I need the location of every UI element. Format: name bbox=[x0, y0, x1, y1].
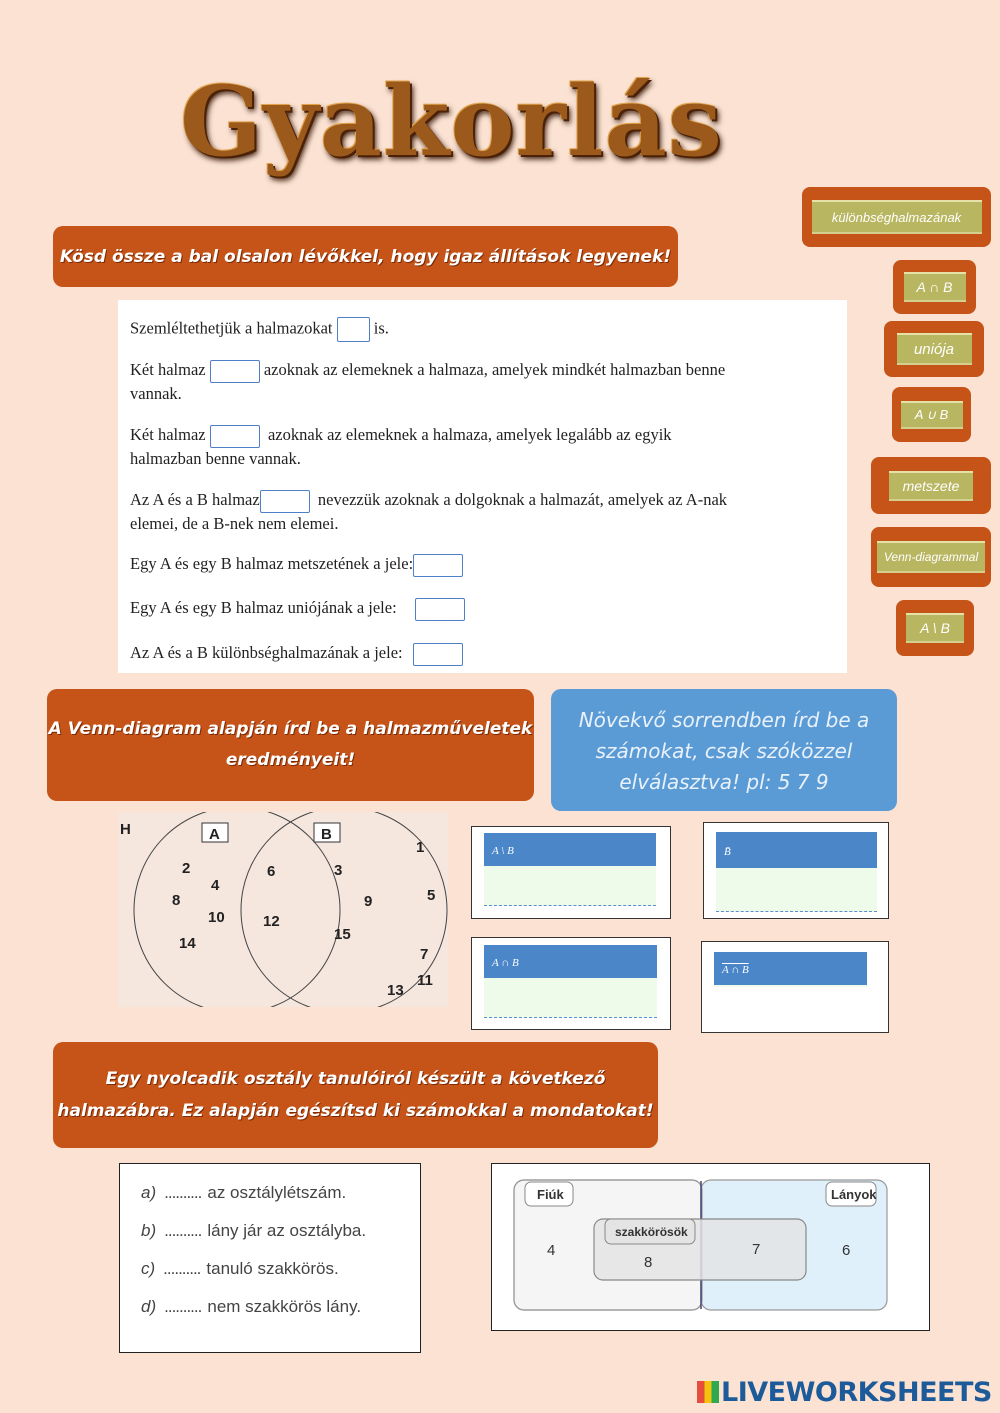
venn-number: 5 bbox=[427, 887, 436, 904]
questions-box bbox=[119, 1163, 421, 1353]
chip-kulonbseghalmazanak[interactable]: különbséghalmazának bbox=[802, 187, 991, 247]
answer-input-a-intersect-b[interactable] bbox=[484, 978, 657, 1018]
venn-number: 7 bbox=[420, 946, 429, 963]
task3-banner: Egy nyolcadik osztály tanulóiról készült a következő halmazábra. Ez alapján egészítsd ki számokkal a mondatokat! bbox=[53, 1042, 658, 1148]
task1-banner bbox=[53, 226, 678, 287]
venn-diagram bbox=[118, 812, 448, 1007]
girls-label: Lányok bbox=[831, 1187, 877, 1202]
drop-slot-4[interactable] bbox=[260, 490, 310, 513]
question-c: c) .......... tanuló szakkörös. bbox=[141, 1259, 339, 1278]
chip-venn-diagrammal[interactable]: Venn-diagrammal bbox=[871, 527, 991, 587]
sentence-4: Az A és a B halmaz nevezzük azoknak a dolgoknak a halmazát, amelyek az A-nak elemei, de a B-nek nem elemei. bbox=[130, 490, 728, 533]
drop-slot-5[interactable] bbox=[413, 554, 463, 577]
sentence-2: Két halmaz azoknak az elemeknek a halmaza, amelyek mindkét halmazban benne vannak. bbox=[130, 360, 726, 403]
drop-slot-3[interactable] bbox=[210, 425, 260, 448]
venn-number: 1 bbox=[416, 839, 425, 856]
question-a: a) .......... az osztálylétszám. bbox=[141, 1183, 347, 1202]
venn-number: 14 bbox=[179, 935, 196, 952]
venn-number: 13 bbox=[387, 982, 404, 999]
drop-slot-1[interactable] bbox=[337, 317, 370, 342]
question-b: b) .......... lány jár az osztályba. bbox=[141, 1221, 367, 1240]
drop-slot-6[interactable] bbox=[415, 598, 465, 621]
chip-difference[interactable]: A \ B bbox=[896, 600, 974, 656]
sentence-5: Egy A és egy B halmaz metszetének a jele: bbox=[130, 553, 463, 577]
venn-number: 15 bbox=[334, 926, 351, 943]
venn-number: 4 bbox=[211, 877, 220, 894]
answer-box-complement-intersect: A ∩ B bbox=[701, 941, 889, 1033]
answer-box-a-minus-b: A \ B bbox=[471, 826, 671, 919]
liveworksheets-logo: LIVEWORKSHEETS bbox=[697, 1377, 992, 1408]
count-girls-club: 7 bbox=[752, 1241, 761, 1258]
task1-panel bbox=[118, 300, 847, 673]
answer-input-b-complement[interactable] bbox=[716, 868, 877, 912]
page-title: Gyakorlás bbox=[180, 65, 723, 178]
venn-number: 8 bbox=[172, 892, 181, 909]
answer-box-a-intersect-b: A ∩ B bbox=[471, 937, 671, 1030]
drop-slot-2[interactable] bbox=[210, 360, 260, 383]
sentence-1: Szemléltethetjük a halmazokat is. bbox=[130, 317, 389, 342]
answer-input-a-minus-b[interactable] bbox=[484, 866, 656, 906]
venn-number: 12 bbox=[263, 913, 280, 930]
set-a-label: A bbox=[209, 826, 220, 843]
task2-banner: A Venn-diagram alapján írd be a halmazműveletek eredményeit! bbox=[47, 689, 534, 801]
sentence-6: Egy A és egy B halmaz uniójának a jele: bbox=[130, 597, 465, 621]
venn-number: 2 bbox=[182, 860, 191, 877]
class-set-diagram bbox=[491, 1163, 930, 1331]
venn-number: 11 bbox=[417, 972, 433, 989]
task1-banner-text: Kösd össze a bal olsalon lévőkkel, hogy igaz állítások legyenek! bbox=[59, 246, 672, 267]
sentence-7: Az A és a B különbséghalmazának a jele: bbox=[130, 642, 463, 666]
question-d: d) .......... nem szakkörös lány. bbox=[141, 1297, 362, 1316]
answer-box-b-complement: B̄ bbox=[703, 822, 889, 919]
venn-number: 6 bbox=[267, 863, 276, 880]
chip-intersection[interactable]: A ∩ B bbox=[893, 260, 976, 314]
chip-metszete[interactable]: metszete bbox=[871, 457, 991, 514]
universe-label: H bbox=[120, 821, 131, 838]
club-label: szakkörösök bbox=[615, 1225, 688, 1239]
venn-number: 10 bbox=[208, 909, 225, 926]
count-girls-only: 6 bbox=[842, 1242, 851, 1259]
chip-union[interactable]: A ∪ B bbox=[892, 387, 971, 442]
sentence-3: Két halmaz azoknak az elemeknek a halmaza, amelyek legalább az egyik halmazban benne vannak. bbox=[130, 425, 672, 468]
venn-number: 9 bbox=[364, 893, 373, 910]
hint-box: Növekvő sorrendben írd be a számokat, csak szóközzel elválasztva! pl: 5 7 9 bbox=[551, 689, 897, 811]
set-b-label: B bbox=[321, 826, 332, 843]
venn-number: 3 bbox=[334, 862, 343, 879]
count-boys-club: 8 bbox=[644, 1254, 653, 1271]
answer-input-complement-intersect[interactable] bbox=[714, 985, 867, 987]
logo-icon bbox=[697, 1381, 719, 1403]
chip-unioja[interactable]: uniója bbox=[884, 321, 984, 377]
count-boys-only: 4 bbox=[547, 1242, 556, 1259]
boys-label: Fiúk bbox=[537, 1187, 564, 1202]
drop-slot-7[interactable] bbox=[413, 643, 463, 666]
